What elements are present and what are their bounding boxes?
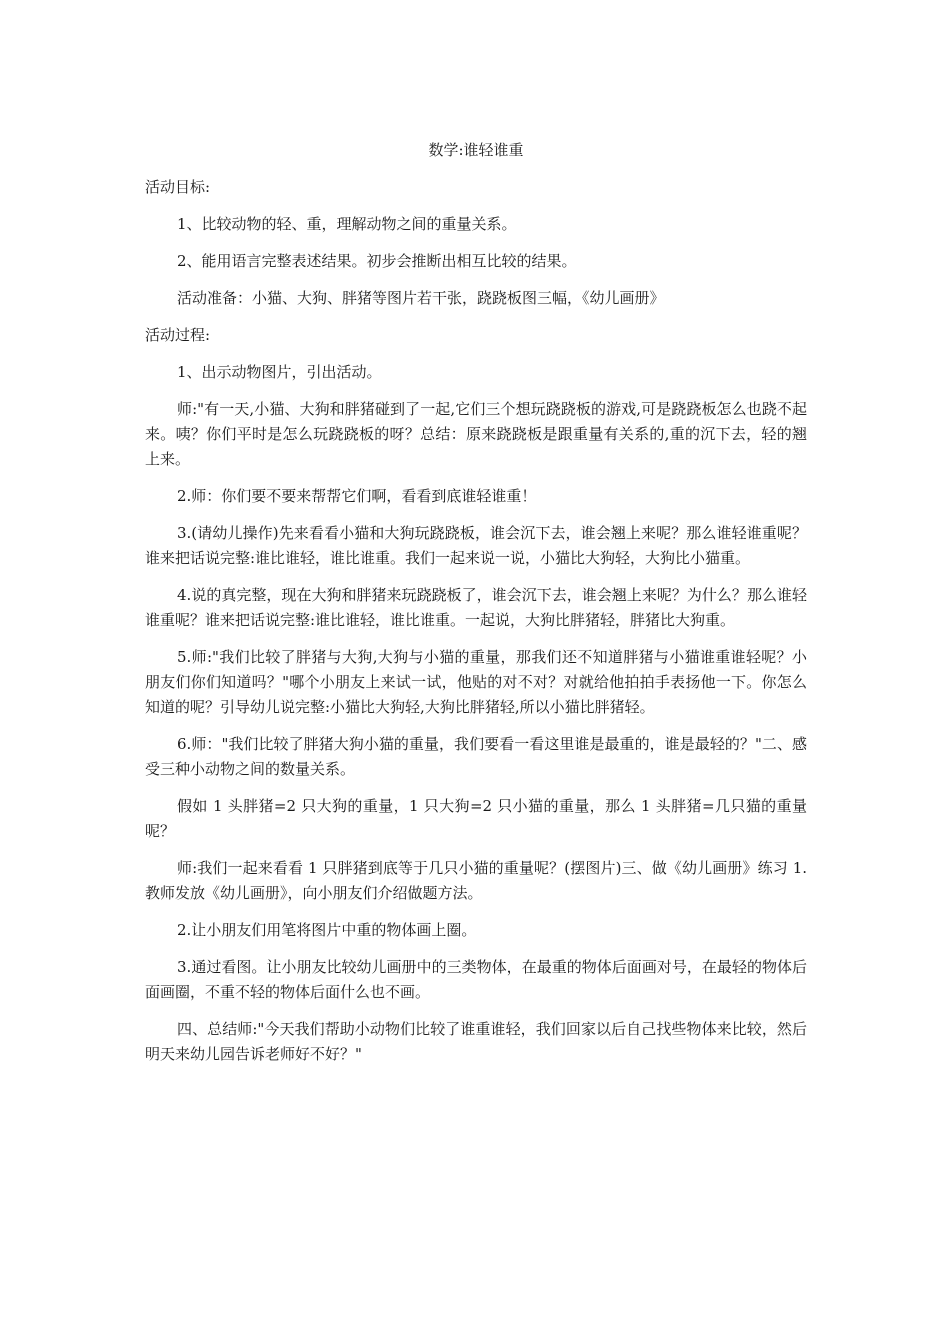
step-1-teacher-paragraph: 师:"有一天,小猫、大狗和胖猪碰到了一起,它们三个想玩跷跷板的游戏,可是跷跷板怎么也跷不起来。咦？你们平时是怎么玩跷跷板的呀？总结：原来跷跷板是跟重量有关系的,重的沉下去，轻的翘上来。 <box>145 400 807 468</box>
preparation-paragraph: 活动准备：小猫、大狗、胖猪等图片若干张，跷跷板图三幅，《幼儿画册》 <box>177 289 665 307</box>
step-6-paragraph: 6.师："我们比较了胖猪大狗小猫的重量，我们要看一看这里谁是最重的，谁是最轻的？"二、感受三种小动物之间的数量关系。 <box>145 735 807 778</box>
teacher-demo-paragraph: 师:我们一起来看看 1 只胖猪到底等于几只小猫的重量呢？(摆图片)三、做《幼儿画册》练习 1.教师发放《幼儿画册》，向小朋友们介绍做题方法。 <box>145 859 807 902</box>
practice-2-paragraph: 2.让小朋友们用笔将图片中重的物体画上圈。 <box>177 921 477 939</box>
goals-heading: 活动目标: <box>145 178 211 196</box>
document-page <box>145 138 807 1079</box>
step-3-paragraph: 3.(请幼儿操作)先来看看小猫和大狗玩跷跷板，谁会沉下去，谁会翘上来呢？那么谁轻谁重呢？谁来把话说完整:谁比谁轻，谁比谁重。我们一起来说一说，小猫比大狗轻，大狗比小猫重。 <box>145 524 807 567</box>
process-heading: 活动过程: <box>145 326 211 344</box>
step-5-paragraph: 5.师:"我们比较了胖猪与大狗,大狗与小猫的重量，那我们还不知道胖猪与小猫谁重谁轻呢？小朋友们你们知道吗？"哪个小朋友上来试一试，他贴的对不对？对就给他拍拍手表扬他一下。你怎么知道的呢？引导幼儿说完整:小猫比大狗轻,大狗比胖猪轻,所以小猫比胖猪轻。 <box>145 648 807 716</box>
summary-paragraph: 四、总结师:"今天我们帮助小动物们比较了谁重谁轻，我们回家以后自己找些物体来比较，然后明天来幼儿园告诉老师好不好？" <box>145 1020 807 1063</box>
step-1-paragraph: 1、出示动物图片，引出活动。 <box>177 363 382 381</box>
goal-1-paragraph: 1、比较动物的轻、重，理解动物之间的重量关系。 <box>177 215 517 233</box>
question-paragraph: 假如 1 头胖猪=2 只大狗的重量，1 只大狗=2 只小猫的重量，那么 1 头胖猪=几只猫的重量呢？ <box>145 797 807 840</box>
step-2-paragraph: 2.师：你们要不要来帮帮它们啊，看看到底谁轻谁重！ <box>177 487 537 505</box>
goal-2-paragraph: 2、能用语言完整表述结果。初步会推断出相互比较的结果。 <box>177 252 577 270</box>
document-title: 数学:谁轻谁重 <box>428 141 524 159</box>
step-4-paragraph: 4.说的真完整，现在大狗和胖猪来玩跷跷板了，谁会沉下去，谁会翘上来呢？为什么？那么谁轻谁重呢？谁来把话说完整:谁比谁轻，谁比谁重。一起说，大狗比胖猪轻，胖猪比大狗重。 <box>145 586 807 629</box>
practice-3-paragraph: 3.通过看图。让小朋友比较幼儿画册中的三类物体，在最重的物体后面画对号，在最轻的物体后面画圈，不重不轻的物体后面什么也不画。 <box>145 958 807 1001</box>
